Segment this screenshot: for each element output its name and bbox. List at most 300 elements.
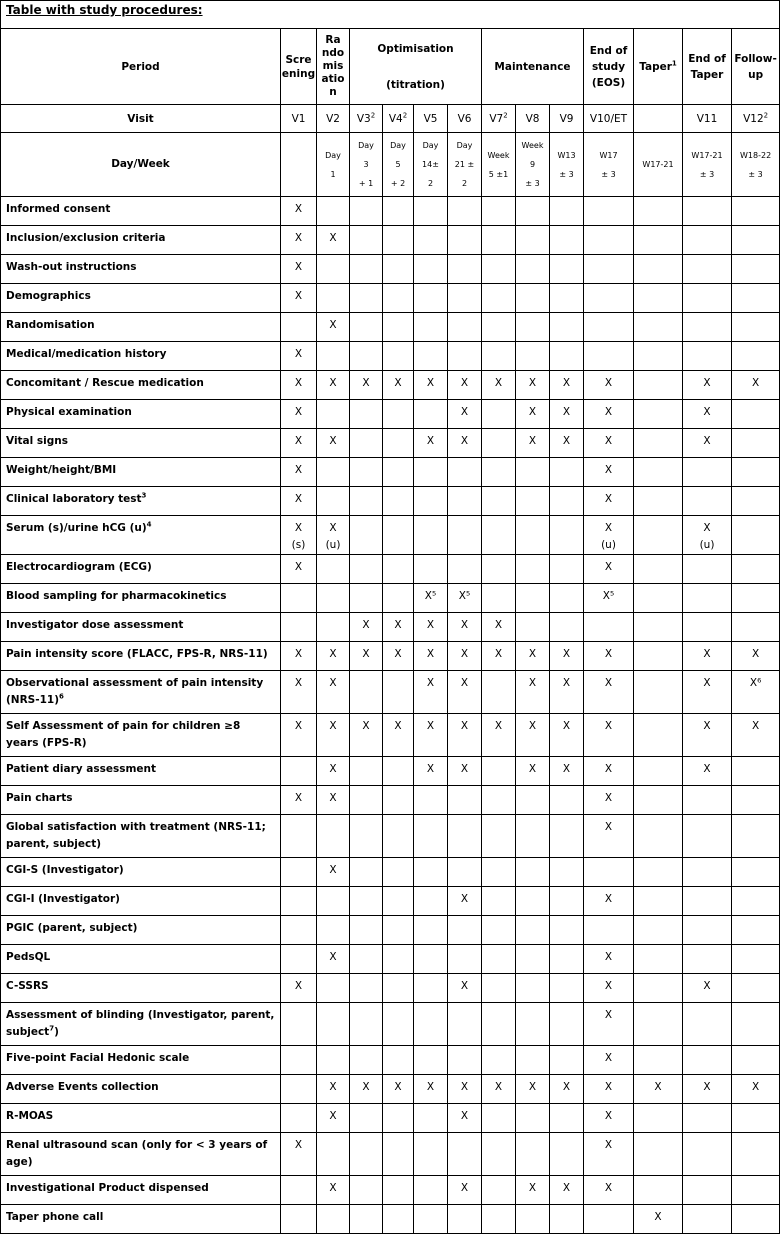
schedule-cell: X <box>317 429 350 458</box>
schedule-cell: X <box>516 429 550 458</box>
day-week-cell: Day 1 <box>317 133 350 197</box>
procedure-row <box>1 1003 780 1046</box>
schedule-cell <box>350 887 383 916</box>
schedule-cell: X <box>584 714 634 757</box>
period-randomisation: Ra ndo mis atio n <box>317 29 350 105</box>
schedule-cell <box>317 815 350 858</box>
schedule-cell <box>550 1133 584 1176</box>
schedule-cell <box>516 945 550 974</box>
schedule-cell: X <box>448 974 482 1003</box>
schedule-cell <box>383 757 414 786</box>
schedule-cell <box>683 613 732 642</box>
schedule-cell <box>634 714 683 757</box>
schedule-cell <box>732 255 780 284</box>
schedule-cell <box>683 1176 732 1205</box>
schedule-cell: X⁵ <box>448 584 482 613</box>
schedule-cell: X <box>281 226 317 255</box>
schedule-cell <box>350 1205 383 1234</box>
schedule-cell <box>516 916 550 945</box>
schedule-cell <box>732 1104 780 1133</box>
schedule-cell <box>634 974 683 1003</box>
procedure-label: Medical/medication history <box>1 342 281 371</box>
schedule-cell <box>732 1003 780 1046</box>
schedule-cell: X <box>414 671 448 714</box>
schedule-cell <box>414 313 448 342</box>
procedure-row <box>1 555 780 584</box>
schedule-cell <box>683 786 732 815</box>
schedule-cell <box>350 429 383 458</box>
schedule-cell: X <box>732 371 780 400</box>
schedule-cell <box>482 555 516 584</box>
schedule-cell: X <box>516 642 550 671</box>
day-week-cell: W13 ± 3 <box>550 133 584 197</box>
procedure-label: Electrocardiogram (ECG) <box>1 555 281 584</box>
schedule-cell <box>383 786 414 815</box>
schedule-cell: X <box>584 371 634 400</box>
schedule-cell <box>683 945 732 974</box>
schedule-cell <box>550 284 584 313</box>
visit-cell: V6 <box>448 105 482 133</box>
schedule-cell: X (u) <box>584 516 634 555</box>
schedule-cell: X <box>516 400 550 429</box>
procedure-label: PGIC (parent, subject) <box>1 916 281 945</box>
schedule-cell: X <box>584 458 634 487</box>
schedule-cell <box>683 584 732 613</box>
schedule-cell <box>482 458 516 487</box>
procedure-label: Investigator dose assessment <box>1 613 281 642</box>
schedule-cell: X <box>584 1003 634 1046</box>
schedule-cell <box>634 613 683 642</box>
schedule-cell <box>482 858 516 887</box>
schedule-cell <box>414 1133 448 1176</box>
schedule-cell <box>414 255 448 284</box>
schedule-cell <box>383 458 414 487</box>
schedule-cell <box>281 613 317 642</box>
schedule-cell: X <box>414 714 448 757</box>
schedule-cell: X <box>584 671 634 714</box>
schedule-cell <box>634 786 683 815</box>
schedule-cell <box>732 284 780 313</box>
procedure-label: CGI-S (Investigator) <box>1 858 281 887</box>
day-week-cell: W17-21 ± 3 <box>683 133 732 197</box>
schedule-cell <box>634 255 683 284</box>
schedule-cell <box>516 1046 550 1075</box>
schedule-cell <box>414 815 448 858</box>
schedule-cell: X <box>550 671 584 714</box>
schedule-cell <box>516 516 550 555</box>
schedule-cell <box>550 916 584 945</box>
schedule-cell <box>281 815 317 858</box>
schedule-cell <box>350 516 383 555</box>
period-row <box>1 29 780 105</box>
schedule-cell <box>317 1003 350 1046</box>
schedule-cell <box>683 916 732 945</box>
schedule-cell <box>448 487 482 516</box>
schedule-cell: X <box>584 642 634 671</box>
schedule-cell <box>414 858 448 887</box>
schedule-cell: X <box>550 371 584 400</box>
schedule-cell <box>550 786 584 815</box>
schedule-cell: X <box>281 400 317 429</box>
procedure-label: Inclusion/exclusion criteria <box>1 226 281 255</box>
schedule-cell <box>634 226 683 255</box>
schedule-cell <box>550 458 584 487</box>
schedule-cell <box>350 1003 383 1046</box>
visit-cell: V8 <box>516 105 550 133</box>
schedule-cell <box>414 974 448 1003</box>
procedure-label: Taper phone call <box>1 1205 281 1234</box>
schedule-cell <box>383 313 414 342</box>
schedule-cell <box>516 255 550 284</box>
schedule-cell <box>732 226 780 255</box>
schedule-cell <box>634 1133 683 1176</box>
schedule-cell: X <box>584 887 634 916</box>
procedure-label: Blood sampling for pharmacokinetics <box>1 584 281 613</box>
schedule-cell <box>516 313 550 342</box>
schedule-cell <box>550 313 584 342</box>
period-taper: Taper$^1$ <box>634 29 683 105</box>
procedure-label: Serum (s)/urine hCG $(u)^4$ <box>1 516 281 555</box>
procedure-label: Investigational Product dispensed <box>1 1176 281 1205</box>
schedule-cell: X <box>516 671 550 714</box>
schedule-cell: X <box>383 714 414 757</box>
period-maintenance: Maintenance <box>482 29 584 105</box>
schedule-cell <box>448 226 482 255</box>
schedule-cell: X <box>482 642 516 671</box>
visit-cell: $V3^2$ <box>350 105 383 133</box>
schedule-cell <box>383 815 414 858</box>
schedule-cell: X <box>448 887 482 916</box>
schedule-cell <box>732 757 780 786</box>
procedure-label: Five-point Facial Hedonic scale <box>1 1046 281 1075</box>
schedule-cell <box>516 197 550 226</box>
schedule-cell: X <box>383 371 414 400</box>
schedule-cell <box>383 429 414 458</box>
schedule-cell <box>317 613 350 642</box>
schedule-cell <box>516 974 550 1003</box>
schedule-cell: X <box>448 400 482 429</box>
schedule-cell <box>683 1205 732 1234</box>
schedule-cell <box>634 516 683 555</box>
schedule-cell <box>550 255 584 284</box>
schedule-cell <box>383 400 414 429</box>
procedure-label: Adverse Events collection <box>1 1075 281 1104</box>
schedule-cell <box>414 1003 448 1046</box>
schedule-cell <box>683 226 732 255</box>
schedule-cell <box>732 313 780 342</box>
schedule-cell <box>482 757 516 786</box>
procedure-row <box>1 1205 780 1234</box>
procedure-row <box>1 516 780 555</box>
schedule-cell <box>414 1104 448 1133</box>
schedule-cell <box>281 757 317 786</box>
schedule-cell: X <box>482 613 516 642</box>
schedule-cell: X <box>683 642 732 671</box>
schedule-cell: X <box>414 757 448 786</box>
procedure-label: Demographics <box>1 284 281 313</box>
schedule-cell <box>317 1046 350 1075</box>
schedule-cell <box>516 613 550 642</box>
schedule-cell: X <box>584 1176 634 1205</box>
schedule-cell <box>482 1176 516 1205</box>
schedule-cell: X <box>317 671 350 714</box>
visit-cell: V11 <box>683 105 732 133</box>
schedule-cell <box>550 342 584 371</box>
schedule-cell: X <box>482 1075 516 1104</box>
schedule-cell: X <box>317 226 350 255</box>
schedule-cell <box>383 584 414 613</box>
schedule-cell: X <box>281 371 317 400</box>
schedule-cell: X <box>584 1133 634 1176</box>
schedule-cell <box>584 284 634 313</box>
period-follow-up: Follow-up <box>732 29 780 105</box>
schedule-cell <box>732 916 780 945</box>
schedule-cell: X <box>281 458 317 487</box>
procedure-row <box>1 887 780 916</box>
schedule-cell: X <box>281 714 317 757</box>
schedule-cell <box>634 916 683 945</box>
schedule-cell <box>732 1176 780 1205</box>
schedule-cell: X <box>281 786 317 815</box>
schedule-cell <box>516 815 550 858</box>
schedule-cell: X <box>281 1133 317 1176</box>
schedule-cell <box>448 255 482 284</box>
schedule-cell <box>448 555 482 584</box>
period-screening: Scre ening <box>281 29 317 105</box>
schedule-cell <box>448 815 482 858</box>
schedule-cell: X <box>383 642 414 671</box>
schedule-cell <box>516 1205 550 1234</box>
schedule-cell <box>550 197 584 226</box>
schedule-cell: X <box>281 974 317 1003</box>
schedule-cell <box>317 487 350 516</box>
procedure-label: Clinical laboratory test$^3$ <box>1 487 281 516</box>
schedule-cell <box>414 887 448 916</box>
schedule-cell <box>414 284 448 313</box>
schedule-cell <box>414 916 448 945</box>
schedule-cell <box>281 1075 317 1104</box>
schedule-cell: X <box>383 1075 414 1104</box>
procedure-label: Informed consent <box>1 197 281 226</box>
schedule-cell: X <box>350 1075 383 1104</box>
schedule-cell <box>281 1003 317 1046</box>
schedule-cell <box>634 342 683 371</box>
schedule-cell: X <box>281 197 317 226</box>
procedure-label: Wash-out instructions <box>1 255 281 284</box>
schedule-cell <box>634 429 683 458</box>
day-week-cell: Day 5 + 2 <box>383 133 414 197</box>
schedule-cell: X <box>584 945 634 974</box>
schedule-cell <box>683 458 732 487</box>
schedule-cell <box>634 1046 683 1075</box>
schedule-cell: X <box>281 671 317 714</box>
schedule-cell <box>516 555 550 584</box>
schedule-cell <box>383 974 414 1003</box>
schedule-cell <box>482 1205 516 1234</box>
schedule-cell: X <box>584 1046 634 1075</box>
schedule-cell <box>634 371 683 400</box>
schedule-cell <box>482 197 516 226</box>
schedule-cell <box>732 429 780 458</box>
day-week-cell: Week 5 ±1 <box>482 133 516 197</box>
day-week-label: Day/Week <box>1 133 281 197</box>
procedure-row <box>1 584 780 613</box>
schedule-cell: X <box>683 714 732 757</box>
schedule-cell: X <box>732 714 780 757</box>
procedure-row <box>1 1075 780 1104</box>
day-week-cell: Day 3 + 1 <box>350 133 383 197</box>
schedule-cell <box>448 858 482 887</box>
schedule-cell: X⁵ <box>414 584 448 613</box>
schedule-cell <box>448 916 482 945</box>
procedure-row <box>1 1176 780 1205</box>
visit-label: Visit <box>1 105 281 133</box>
schedule-cell <box>317 555 350 584</box>
schedule-cell <box>317 916 350 945</box>
schedule-cell: X <box>683 429 732 458</box>
schedule-cell <box>516 1104 550 1133</box>
schedule-cell <box>448 1046 482 1075</box>
schedule-cell <box>683 342 732 371</box>
schedule-cell <box>281 1104 317 1133</box>
schedule-cell <box>482 974 516 1003</box>
schedule-cell <box>683 313 732 342</box>
schedule-cell <box>516 487 550 516</box>
schedule-cell: X <box>584 757 634 786</box>
schedule-cell <box>550 226 584 255</box>
schedule-cell: X <box>281 342 317 371</box>
schedule-cell <box>448 945 482 974</box>
schedule-cell <box>281 887 317 916</box>
schedule-cell: X <box>317 786 350 815</box>
visit-cell <box>634 105 683 133</box>
schedule-cell: X <box>683 1075 732 1104</box>
schedule-cell <box>350 786 383 815</box>
visit-cell: $V7^2$ <box>482 105 516 133</box>
schedule-cell <box>448 1205 482 1234</box>
schedule-cell <box>448 786 482 815</box>
schedule-cell <box>516 1003 550 1046</box>
schedule-cell: X <box>414 371 448 400</box>
schedule-cell: X <box>350 613 383 642</box>
schedule-cell: X <box>414 429 448 458</box>
schedule-cell: X <box>482 371 516 400</box>
schedule-cell <box>482 815 516 858</box>
schedule-cell: X <box>350 714 383 757</box>
procedure-row <box>1 487 780 516</box>
visit-cell: V2 <box>317 105 350 133</box>
day-week-cell: Day 21 ± 2 <box>448 133 482 197</box>
procedure-label: Weight/height/BMI <box>1 458 281 487</box>
schedule-cell: X <box>550 757 584 786</box>
schedule-cell: X <box>683 757 732 786</box>
schedule-cell: X <box>448 371 482 400</box>
schedule-cell <box>317 400 350 429</box>
schedule-cell: X (u) <box>683 516 732 555</box>
schedule-cell <box>516 786 550 815</box>
schedule-cell <box>281 916 317 945</box>
schedule-cell <box>482 342 516 371</box>
procedure-row <box>1 429 780 458</box>
schedule-cell <box>350 815 383 858</box>
schedule-cell: X <box>448 714 482 757</box>
schedule-cell <box>516 584 550 613</box>
day-week-row <box>1 133 780 197</box>
schedule-cell <box>683 255 732 284</box>
schedule-cell: X <box>448 757 482 786</box>
procedure-label: C-SSRS <box>1 974 281 1003</box>
schedule-cell <box>350 313 383 342</box>
procedure-label: Assessment of blinding (Investigator, parent, subject$^7$) <box>1 1003 281 1046</box>
period-optimisation: Optimisation (titration) <box>350 29 482 105</box>
schedule-cell <box>550 815 584 858</box>
procedure-label: Pain charts <box>1 786 281 815</box>
schedule-cell <box>550 858 584 887</box>
schedule-cell <box>634 1176 683 1205</box>
schedule-cell: X <box>317 313 350 342</box>
schedule-cell <box>683 284 732 313</box>
procedure-label: PedsQL <box>1 945 281 974</box>
schedule-cell <box>732 613 780 642</box>
procedure-row <box>1 400 780 429</box>
day-week-cell: W18-22 ± 3 <box>732 133 780 197</box>
period-label: Period <box>1 29 281 105</box>
schedule-cell: X <box>281 487 317 516</box>
schedule-cell <box>448 1133 482 1176</box>
schedule-cell <box>732 400 780 429</box>
visit-row <box>1 105 780 133</box>
schedule-cell <box>550 1003 584 1046</box>
schedule-cell <box>350 1133 383 1176</box>
schedule-cell: X <box>732 1075 780 1104</box>
schedule-cell <box>683 197 732 226</box>
procedure-row <box>1 1046 780 1075</box>
schedule-cell <box>281 1205 317 1234</box>
schedule-cell <box>634 671 683 714</box>
schedule-cell <box>383 671 414 714</box>
schedule-cell <box>516 887 550 916</box>
schedule-cell: X <box>281 642 317 671</box>
schedule-cell <box>516 342 550 371</box>
schedule-cell <box>350 197 383 226</box>
schedule-cell <box>584 197 634 226</box>
day-week-cell <box>281 133 317 197</box>
schedule-cell <box>350 342 383 371</box>
schedule-cell <box>350 757 383 786</box>
schedule-cell <box>732 786 780 815</box>
schedule-cell: X <box>550 642 584 671</box>
schedule-cell <box>634 400 683 429</box>
schedule-cell <box>350 1104 383 1133</box>
schedule-cell <box>482 429 516 458</box>
schedule-cell: X <box>584 429 634 458</box>
schedule-cell: X <box>584 1075 634 1104</box>
schedule-cell <box>634 584 683 613</box>
schedule-cell <box>350 916 383 945</box>
schedule-cell <box>634 858 683 887</box>
schedule-cell: X <box>516 1075 550 1104</box>
schedule-cell: X (s) <box>281 516 317 555</box>
schedule-cell <box>383 487 414 516</box>
schedule-cell <box>383 255 414 284</box>
schedule-cell <box>448 458 482 487</box>
schedule-cell: X⁵ <box>584 584 634 613</box>
schedule-cell: X <box>584 815 634 858</box>
procedure-row <box>1 714 780 757</box>
schedule-cell <box>482 226 516 255</box>
schedule-cell <box>317 887 350 916</box>
schedule-cell <box>482 887 516 916</box>
